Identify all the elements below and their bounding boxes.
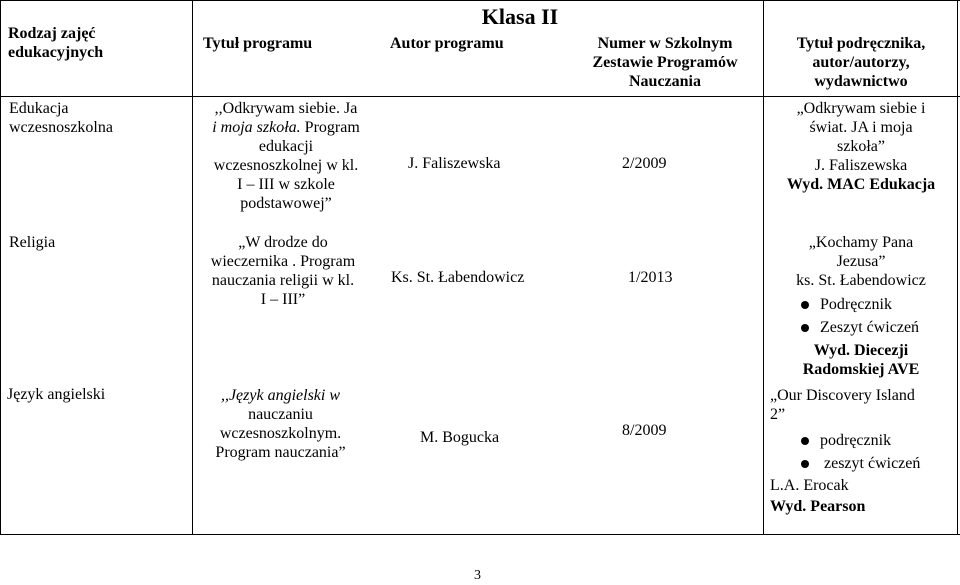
program-religia: „W drodze do wieczernika . Program nauczania religii w kl. I – III”: [210, 234, 356, 308]
subject-edukacja: Edukacja wczesnoszkolna: [9, 100, 113, 136]
page-number: 3: [474, 568, 481, 583]
header-textbook: Tytuł podręcznika, autor/autorzy, wydawnictwo: [796, 35, 926, 90]
angielski-item-zeszyt: zeszyt ćwiczeń: [824, 455, 921, 472]
author-angielski: M. Bogucka: [420, 429, 500, 446]
border-left: [0, 0, 1, 535]
header-program-title: Tytuł programu: [203, 35, 313, 52]
border-bottom: [0, 534, 960, 535]
number-religia: 1/2013: [628, 269, 673, 286]
book-author-angielski: L.A. Erocak: [770, 477, 849, 494]
number-angielski: 8/2009: [622, 422, 667, 439]
number-edukacja: 2/2009: [622, 155, 667, 172]
angielski-item-podrecznik: podręcznik: [820, 432, 892, 449]
border-right: [957, 0, 958, 535]
header-class-title: Klasa II: [481, 4, 559, 29]
publisher-religia: Wyd. Diecezji Radomskiej AVE: [802, 342, 920, 378]
header-program-author: Autor programu: [390, 35, 504, 52]
textbook-edukacja: „Odkrywam siebie i świat. JA i moja szkoła” J. Faliszewska Wyd. MAC Edukacja: [765, 99, 957, 194]
header-divider: [0, 96, 960, 97]
textbook-religia: „Kochamy Pana Jezusa” ks. St. Łabendowicz: [796, 234, 926, 289]
header-program-number: Numer w Szkolnym Zestawie Programów Nauczania: [592, 35, 738, 90]
bullet-icon: [801, 301, 809, 309]
border-top: [0, 0, 960, 1]
subject-religia: Religia: [9, 234, 56, 251]
textbook-angielski: „Our Discovery Island 2”: [770, 387, 915, 423]
publisher-edukacja: Wyd. MAC Edukacja: [786, 176, 936, 193]
religia-item-zeszyt: Zeszyt ćwiczeń: [820, 319, 920, 336]
publisher-angielski: Wyd. Pearson: [770, 498, 866, 515]
bullet-icon: [801, 324, 809, 332]
subject-angielski: Język angielski: [7, 386, 106, 403]
bullet-icon: [801, 437, 809, 445]
header-subject-type: Rodzaj zajęć edukacyjnych: [8, 25, 104, 61]
bullet-icon: [801, 460, 809, 468]
author-religia: Ks. St. Łabendowicz: [391, 269, 525, 286]
author-edukacja: J. Faliszewska: [408, 155, 501, 172]
religia-item-podrecznik: Podręcznik: [820, 296, 892, 313]
program-edukacja: ,,Odkrywam siebie. Ja i moja szkoła. Program edukacji wczesnoszkolnej w kl. I – III w szkole podstawowej”: [212, 100, 360, 212]
program-angielski: ,,Język angielski w nauczaniu wczesnoszkolnym. Program nauczania”: [215, 387, 346, 461]
